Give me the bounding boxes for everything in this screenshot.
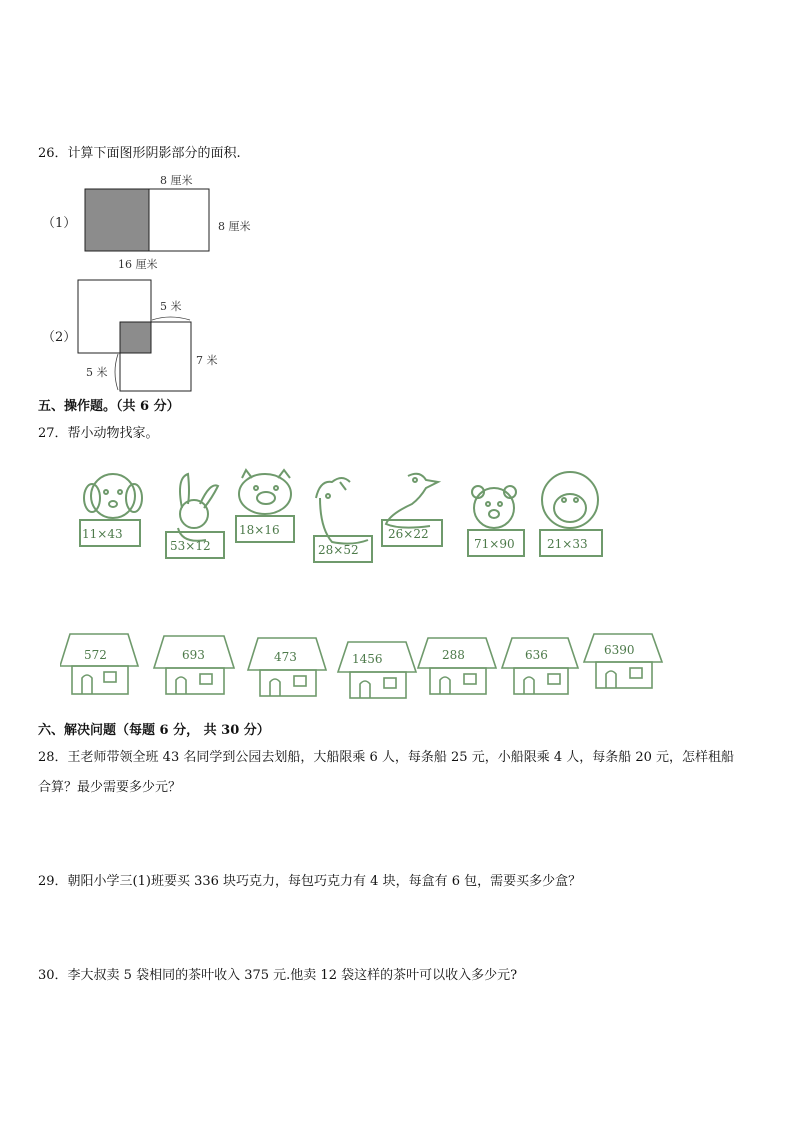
q29-text: 29．朝阳小学三(1)班要买 336 块巧克力，每包巧克力有 4 块，每盒有 6 包，需要买多少盒？ [38, 874, 582, 889]
house-number: 473 [274, 650, 297, 664]
house-number: 572 [84, 648, 107, 662]
house-icon [154, 636, 234, 694]
house-number: 288 [442, 648, 465, 662]
fig2-top-brace [152, 317, 190, 320]
section5-title: 五、操作题。（共 6 分） [38, 399, 180, 414]
house-number: 1456 [352, 652, 383, 666]
fig1-diagram [80, 185, 215, 255]
house-number: 6390 [604, 643, 635, 657]
q27-title: 27．帮小动物找家。 [38, 426, 159, 441]
fig2-left-length: 5 米 [86, 366, 108, 379]
fig1-bottom-length: 16 厘米 [118, 258, 158, 271]
fig2-right-length: 7 米 [196, 354, 218, 367]
fig1-label: （1） [42, 216, 77, 231]
fig1-right-length: 8 厘米 [218, 220, 251, 233]
q30-text: 30．李大叔卖 5 袋相同的茶叶收入 375 元.他卖 12 袋这样的茶叶可以收入多少元? [38, 968, 518, 983]
dog-expr: 11×43 [82, 527, 123, 541]
house-number: 693 [182, 648, 205, 662]
fig2-diagram [70, 276, 200, 396]
goat-expr: 28×52 [318, 543, 359, 557]
q28-line1: 28．王老师带领全班 43 名同学到公园去划船，大船限乘 6 人，每条船 25 元，小船限乘 4 人，每条船 20 元，怎样租船 [38, 750, 735, 765]
duck-expr: 26×22 [388, 527, 429, 541]
fig2-top-right-length: 5 米 [160, 300, 182, 313]
house-icon [60, 634, 138, 694]
bear-expr: 71×90 [474, 537, 515, 551]
houses-illustration [60, 632, 665, 702]
fig2-left-brace [115, 354, 118, 390]
house-icon [502, 638, 578, 694]
q26-title: 26．计算下面图形阴影部分的面积. [38, 146, 241, 161]
house-number: 636 [525, 648, 548, 662]
fig1-shaded-square [85, 189, 149, 251]
house-icon [418, 638, 496, 694]
fig1-top-length: 8 厘米 [160, 174, 193, 187]
rabbit-expr: 53×12 [170, 539, 211, 553]
monkey-expr: 21×33 [547, 537, 588, 551]
fig2-label: （2） [42, 330, 77, 345]
q28-line2: 合算？最少需要多少元？ [38, 780, 182, 795]
house-icon [338, 642, 416, 698]
pig-expr: 18×16 [239, 523, 280, 537]
house-icon [248, 638, 326, 696]
fig2-overlap-shaded [120, 322, 151, 353]
fig1-white-square [149, 189, 209, 251]
section6-title: 六、解决问题（每题 6 分， 共 30 分） [38, 723, 270, 738]
